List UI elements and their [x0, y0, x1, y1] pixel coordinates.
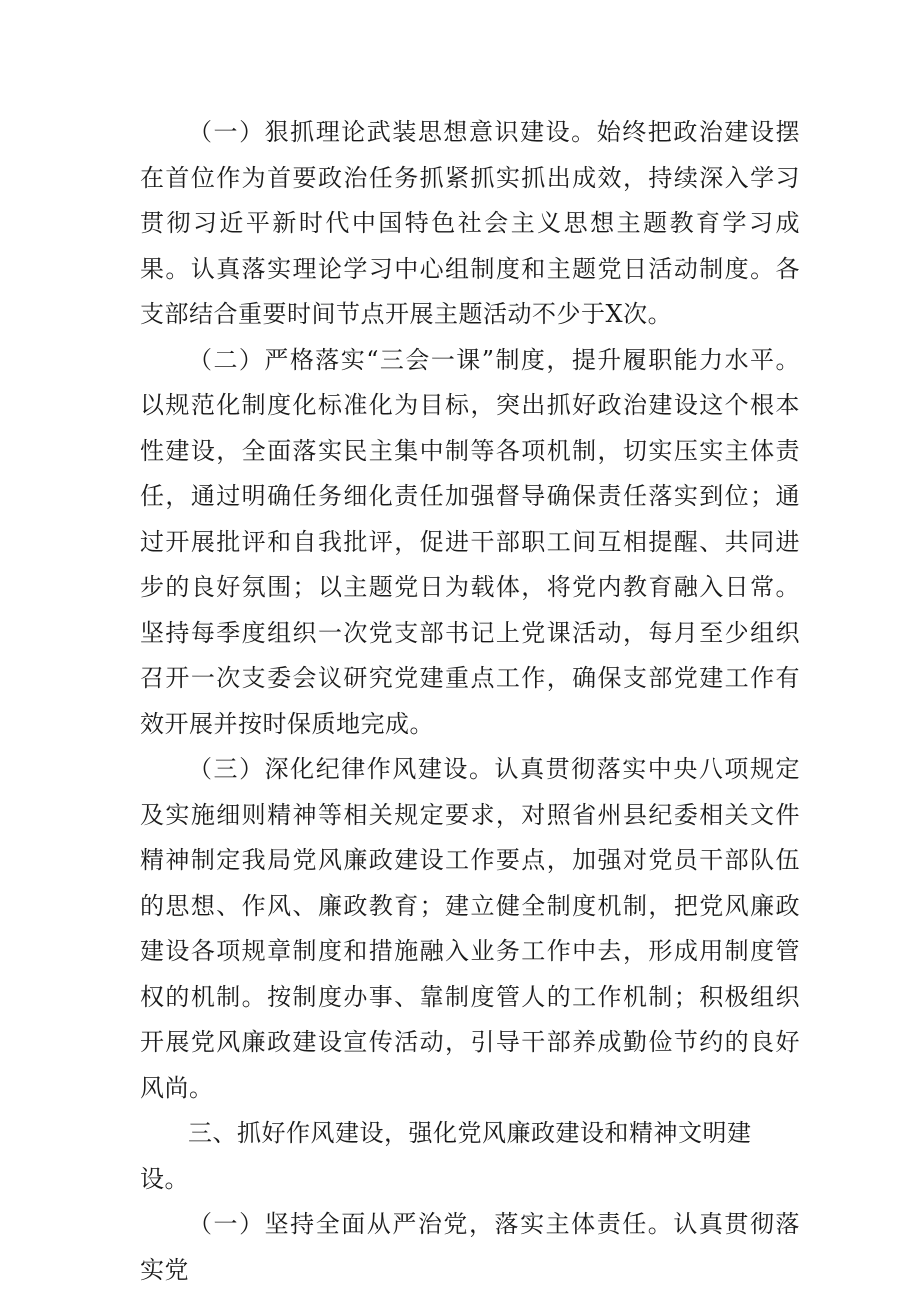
section-heading: 三、抓好作风建设，强化党风廉政建设和精神文明建设。 [140, 1119, 752, 1193]
paragraph-political-theory: （一）狠抓理论武装思想意识建设。始终把政治建设摆在首位作为首要政治任务抓紧抓实抓出成效，持续深入学习贯彻习近平新时代中国特色社会主义思想主题教育学习成果。认真落实理论学习中心组制度和主题党日活动制度。各支部结合重要时间节点开展主题活动不少于X次。 [140, 118, 800, 328]
paragraph-three-meetings: （二）严格落实“三会一课”制度，提升履职能力水平。以规范化制度化标准化为目标，突出抓好政治建设这个根本性建设，全面落实民主集中制等各项机制，切实压实主体责任，通过明确任务细化责任加强督导确保责任落实到位；通过开展批评和自我批评，促进干部职工间互相提醒、共同进步的良好氛围；以主题党日为载体，将党内教育融入日常。坚持每季度组织一次党支部书记上党课活动，每月至少组织召开一次支委会议研究党建重点工作，确保支部党建工作有效开展并按时保质地完成。 [140, 345, 800, 738]
paragraph-discipline: （三）深化纪律作风建设。认真贯彻落实中央八项规定及实施细则精神等相关规定要求，对照省州县纪委相关文件精神制定我局党风廉政建设工作要点，加强对党员干部队伍的思想、作风、廉政教育；建立健全制度机制，把党风廉政建设各项规章制度和措施融入业务工作中去，形成用制度管权的机制。按制度办事、靠制度管人的工作机制；积极组织开展党风廉政建设宣传活动，引导干部养成勤俭节约的良好风尚。 [140, 755, 800, 1102]
document-body [140, 110, 800, 1293]
paragraph-party-governance: （一）坚持全面从严治党，落实主体责任。认真贯彻落实党 [140, 1210, 800, 1284]
